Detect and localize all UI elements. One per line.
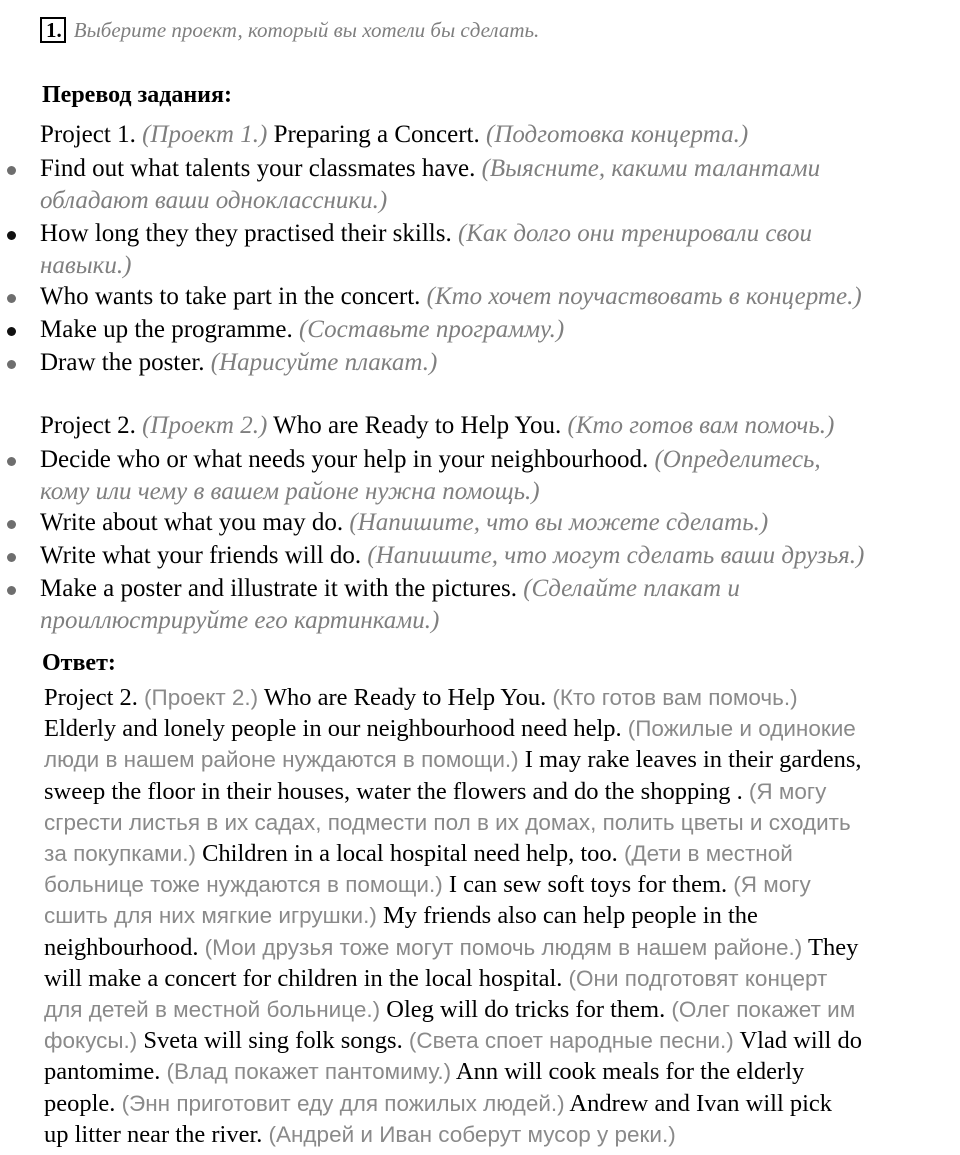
answer-text: will make a concert for children in the local hospital. <box>44 964 569 992</box>
list-item <box>40 314 564 346</box>
answer-line <box>44 1025 954 1056</box>
project1-name: Preparing a Concert. <box>273 121 480 148</box>
list-item <box>40 281 862 313</box>
answer-line <box>44 994 954 1025</box>
answer-text: They <box>802 933 859 961</box>
list-item-translation: (Напишите, что могут сделать ваши друзья.) <box>367 542 865 569</box>
answer-text: Elderly and lonely people in our neighbourhood need help. <box>44 715 628 743</box>
project2-label-translation: (Проект 2.) <box>142 412 268 439</box>
answer-translation: (Проект 2.) <box>144 685 259 710</box>
list-item-text: Decide who or what needs your help in your neighbourhood. <box>40 446 649 473</box>
answer-translation: люди в нашем районе нуждаются в помощи.) <box>44 747 519 773</box>
answer-translation: (Андрей и Иван соберут мусор у реки.) <box>268 1121 676 1147</box>
bullet-dot <box>7 294 16 303</box>
list-item-text: Make up the programme. <box>40 316 293 343</box>
answer-body <box>44 682 954 1150</box>
answer-translation: (Они подготовят концерт <box>568 965 828 991</box>
list-item <box>40 507 768 539</box>
answer-text: neighbourhood. <box>44 933 205 961</box>
task-instruction: Выберите проект, который вы хотели бы сделать. <box>73 17 540 42</box>
answer-translation: сшить для них мягкие игрушки.) <box>44 903 377 929</box>
answer-text: up litter near the river. <box>44 1120 269 1148</box>
list-item-continuation <box>40 476 540 508</box>
answer-translation: для детей в местной больнице.) <box>44 997 381 1023</box>
answer-line <box>44 744 954 775</box>
project2-name-translation: (Кто готов вам помочь.) <box>567 412 835 439</box>
answer-text: Andrew and Ivan will pick <box>564 1089 833 1117</box>
project1-label: Project 1. <box>40 121 136 148</box>
answer-text: I may rake leaves in their gardens, <box>518 746 862 774</box>
list-item-translation: навыки.) <box>40 252 132 279</box>
answer-line <box>44 1088 954 1119</box>
list-item-translation: (Составьте программу.) <box>298 316 565 343</box>
list-item-translation: (Выясните, какими талантами <box>481 155 821 182</box>
answer-translation: за покупками.) <box>44 841 196 867</box>
answer-line <box>44 713 954 744</box>
list-item-translation: (Определитесь, <box>654 446 821 473</box>
list-item-text: Who wants to take part in the concert. <box>40 283 421 310</box>
list-item-translation: обладают ваши одноклассники.) <box>40 187 388 214</box>
translation-heading: Перевод задания: <box>42 82 232 108</box>
answer-line <box>44 682 954 713</box>
list-item-continuation <box>40 185 387 217</box>
answer-translation: (Олег покажет им <box>671 997 856 1023</box>
bullet-dot <box>7 166 16 175</box>
answer-translation: (Пожилые и одинокие <box>627 716 856 742</box>
list-item-text: Draw the poster. <box>40 349 205 376</box>
task-number: 1. <box>40 17 66 43</box>
list-item-text: Make a poster and illustrate it with the pictures. <box>40 575 517 602</box>
answer-heading: Ответ: <box>42 650 116 676</box>
bullet-dot <box>7 520 16 529</box>
answer-text: Oleg will do tricks for them. <box>380 996 672 1024</box>
answer-text: I can sew soft toys for them. <box>442 871 734 899</box>
answer-translation: фокусы.) <box>44 1028 138 1054</box>
answer-text: Who are Ready to Help You. <box>258 684 553 711</box>
answer-text: Vlad will do <box>733 1027 862 1055</box>
list-item <box>40 573 740 605</box>
answer-text: Children in a local hospital need help, too. <box>195 840 624 868</box>
project1-name-translation: (Подготовка концерта.) <box>486 121 749 148</box>
answer-translation: (Кто готов вам помочь.) <box>552 685 798 710</box>
list-item-translation: проиллюстрируйте его картинками.) <box>40 607 440 634</box>
list-item-translation: (Напишите, что вы можете сделать.) <box>349 509 769 536</box>
list-item <box>40 153 820 185</box>
answer-translation: (Дети в местной <box>623 841 793 867</box>
answer-translation: (Я могу <box>748 778 827 804</box>
bullet-dot <box>7 586 16 595</box>
answer-translation: (Энн приготовит еду для пожилых людей.) <box>121 1090 565 1116</box>
list-item-text: Write about what you may do. <box>40 509 344 536</box>
bullet-dot <box>7 231 16 240</box>
list-item-continuation <box>40 605 439 637</box>
list-item <box>40 444 821 476</box>
answer-translation: больнице тоже нуждаются в помощи.) <box>44 872 443 898</box>
answer-line <box>44 869 954 900</box>
answer-translation: (Света споет народные песни.) <box>408 1028 734 1054</box>
answer-text: Ann will cook meals for the elderly <box>451 1058 805 1086</box>
list-item-text: Find out what talents your classmates have. <box>40 155 476 182</box>
project1-label-translation: (Проект 1.) <box>142 121 268 148</box>
answer-line <box>44 900 954 931</box>
project1-title <box>40 119 748 151</box>
list-item-text: How long they they practised their skills. <box>40 220 452 247</box>
project2-title <box>40 410 834 442</box>
answer-text: pantomime. <box>44 1058 167 1086</box>
bullet-dot <box>7 327 16 336</box>
answer-line <box>44 932 954 963</box>
answer-line <box>44 807 954 838</box>
answer-line <box>44 963 954 994</box>
answer-line <box>44 776 954 807</box>
answer-translation: (Мои друзья тоже могут помочь людям в нашем районе.) <box>204 934 803 960</box>
bullet-dot <box>7 457 16 466</box>
list-item-translation: (Нарисуйте плакат.) <box>210 349 438 376</box>
answer-translation: сгрести листья в их садах, подмести пол в их домах, полить цветы и сходить <box>44 809 851 835</box>
answer-line <box>44 838 954 869</box>
task-header <box>40 17 539 43</box>
answer-translation: (Я могу <box>733 872 811 898</box>
list-item-translation: кому или чему в вашем районе нужна помощь.) <box>40 478 540 505</box>
bullet-dot <box>7 553 16 562</box>
project2-label: Project 2. <box>40 412 136 439</box>
answer-translation: (Влад покажет пантомиму.) <box>166 1059 452 1085</box>
answer-line <box>44 1056 954 1087</box>
list-item-text: Write what your friends will do. <box>40 542 362 569</box>
project2-name: Who are Ready to Help You. <box>273 412 562 439</box>
list-item-continuation <box>40 250 131 282</box>
list-item <box>40 540 864 572</box>
list-item-translation: (Кто хочет поучаствовать в концерте.) <box>426 283 862 310</box>
list-item <box>40 347 437 379</box>
list-item-translation: (Сделайте плакат и <box>523 575 740 602</box>
answer-text: My friends also can help people in the <box>376 902 758 930</box>
list-item <box>40 218 812 250</box>
bullet-dot <box>7 360 16 369</box>
answer-text: sweep the floor in their houses, water the flowers and do the shopping . <box>44 777 749 805</box>
answer-text: Sveta will sing folk songs. <box>137 1027 409 1055</box>
list-item-translation: (Как долго они тренировали свои <box>457 220 812 247</box>
answer-line <box>44 1119 954 1150</box>
answer-text: people. <box>44 1089 122 1117</box>
answer-text: Project 2. <box>44 684 145 711</box>
